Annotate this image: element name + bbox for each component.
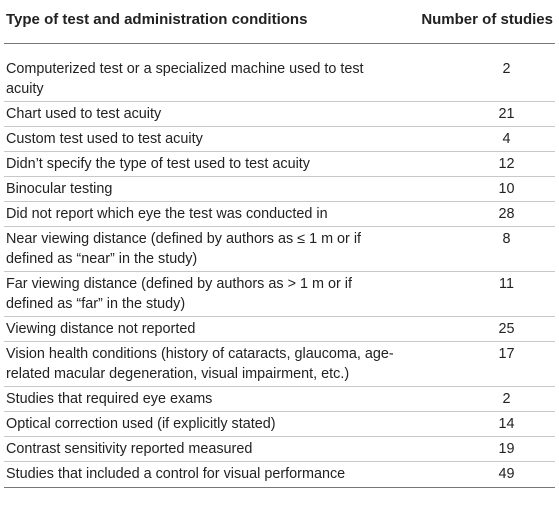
table-row (4, 272, 555, 317)
table-row (4, 412, 555, 437)
row-label: Binocular testing (4, 177, 402, 202)
table-body (4, 44, 555, 488)
row-count: 17 (402, 342, 555, 387)
studies-table (4, 0, 555, 488)
table-row (4, 317, 555, 342)
table-row (4, 462, 555, 488)
row-count: 2 (402, 387, 555, 412)
row-count: 11 (402, 272, 555, 317)
row-label: Vision health conditions (history of cataracts, glaucoma, age-related macular degeneration, visual impairment, etc.) (4, 342, 402, 387)
row-label: Custom test used to test acuity (4, 127, 402, 152)
row-label: Viewing distance not reported (4, 317, 402, 342)
row-count: 28 (402, 202, 555, 227)
row-count: 49 (402, 462, 555, 488)
row-label: Studies that included a control for visual performance (4, 462, 402, 488)
row-count: 25 (402, 317, 555, 342)
row-label: Far viewing distance (defined by authors as > 1 m or if defined as “far” in the study) (4, 272, 402, 317)
row-count: 8 (402, 227, 555, 272)
table-row (4, 227, 555, 272)
table-row (4, 342, 555, 387)
row-count: 14 (402, 412, 555, 437)
row-label: Studies that required eye exams (4, 387, 402, 412)
row-count: 4 (402, 127, 555, 152)
row-label: Contrast sensitivity reported measured (4, 437, 402, 462)
table-row (4, 127, 555, 152)
table-row (4, 44, 555, 102)
row-label: Optical correction used (if explicitly stated) (4, 412, 402, 437)
table-row (4, 202, 555, 227)
row-count: 12 (402, 152, 555, 177)
row-count: 21 (402, 102, 555, 127)
table-header (4, 0, 555, 44)
row-label: Didn’t specify the type of test used to test acuity (4, 152, 402, 177)
row-count: 10 (402, 177, 555, 202)
row-label: Computerized test or a specialized machine used to test acuity (4, 44, 402, 102)
table-row (4, 102, 555, 127)
table-row (4, 387, 555, 412)
column-header-test-type: Type of test and administration conditions (4, 0, 402, 44)
row-label: Did not report which eye the test was conducted in (4, 202, 402, 227)
table-row (4, 152, 555, 177)
column-header-number-of-studies: Number of studies (402, 0, 555, 44)
row-count: 19 (402, 437, 555, 462)
table-row (4, 437, 555, 462)
row-count: 2 (402, 44, 555, 102)
table-row (4, 177, 555, 202)
row-label: Near viewing distance (defined by authors as ≤ 1 m or if defined as “near” in the study) (4, 227, 402, 272)
header-row (4, 0, 555, 44)
row-label: Chart used to test acuity (4, 102, 402, 127)
